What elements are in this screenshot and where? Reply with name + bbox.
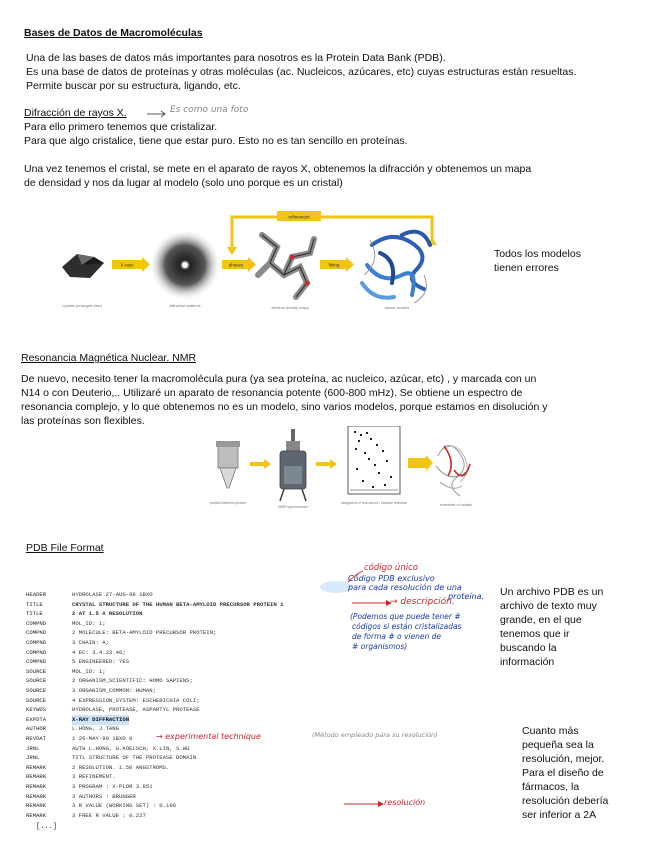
nmr-para-1: De nuevo, necesito tener la macromolécula pura (ya sea proteína, ac nucleico, azúcar, etc) , y marcada con un: [21, 373, 537, 385]
xray-handwritten-note: Es como una foto: [170, 105, 249, 115]
pdb-record-type: JRNL: [26, 754, 40, 762]
pdb-side-note2-4: Para el diseño de: [522, 767, 604, 779]
note-exp-desc: (Método empleado para su resolución): [312, 731, 438, 739]
note-desc-label: → descripción.: [390, 597, 455, 607]
pdb-record-type: EXPDTA: [26, 715, 47, 723]
note-code-desc-1: Código PDB exclusivo: [348, 574, 435, 583]
arrow-3-icon: [408, 455, 433, 471]
pdb-record-value: 2 RESOLUTION. 1.50 ANGSTROMS.: [72, 763, 170, 771]
spectrum-image: [348, 426, 400, 494]
pdb-record-type: SOURCE: [26, 677, 47, 685]
pdb-record-type: COMPND: [26, 629, 47, 637]
pdb-side-note2-6: resolución debería: [522, 795, 609, 807]
nmr-caption-3: assignment of resonances / distance restraints: [341, 501, 407, 505]
caption-models: atomic models: [384, 306, 410, 310]
pdb-record-type: REMARK: [26, 811, 47, 819]
pdb-record-type: REVDAT: [26, 735, 47, 742]
pdb-record-type: AUTHOR: [26, 725, 47, 733]
pdb-record-value: 2 MOLECULE: BETA-AMYLOID PRECURSOR PROTEIN;: [72, 629, 217, 637]
pdb-record-value: 3 REFINEMENT.: [72, 773, 116, 781]
pdb-record-type: REMARK: [26, 773, 47, 781]
pdb-record-row: [26, 811, 146, 822]
pdb-record-value: 2 ORGANISM_SCIENTIFIC: HOMO SAPIENS;: [72, 677, 193, 685]
xray-side-note-1: Todos los modelos: [494, 248, 581, 260]
note-desc-1: (Podemos que puede tener #: [350, 612, 461, 621]
nmr-para-2: N14 o con Deuterio,.. Utilizaré un aparato de resonancia potente (600-800 mHz). Se obtiene un espectro de: [21, 387, 523, 399]
pdb-record-type: REMARK: [26, 783, 47, 790]
arrow-x-rays: [112, 257, 150, 272]
pdb-record-type: TITLE: [26, 600, 43, 608]
ensemble-models-image: [436, 445, 470, 496]
arrow-1-icon: [250, 459, 271, 469]
xray-line-2: Para que algo cristalice, tiene que estar puro. Esto no es tan sencillo en proteínas.: [24, 135, 408, 147]
pdb-record-type: REMARK: [26, 763, 47, 771]
nmr-heading: Resonancia Magnética Nuclear. NMR: [21, 352, 197, 364]
pdb-record-value: 5 ENGINEERED: YES: [72, 658, 130, 666]
arrow-fitting: [320, 257, 354, 272]
intro-line-2: Es una base de datos de proteínas y otras moléculas (ac. Nucleicos, azúcares, etc) cuyas estructuras están resueltas.: [26, 66, 577, 78]
pdb-side-note-3: grande, en el que: [500, 614, 582, 626]
arrow-icon: [146, 110, 168, 118]
refinement-loop: [232, 214, 432, 247]
pdb-record-type: REMARK: [26, 802, 47, 810]
caption-diffraction: diffraction patterns: [169, 304, 201, 308]
nmr-caption-4: ensemble of models: [439, 503, 473, 507]
pdb-record-type: COMPND: [26, 658, 47, 666]
note-code-label: código único: [364, 563, 418, 573]
note-code-desc-2: para cada resolución de una: [348, 583, 462, 592]
xray-line-1: Para ello primero tenemos que cristalizar.: [24, 121, 218, 133]
pdb-record-value: 1 26-MAY-99 1BXO 0: [72, 735, 133, 742]
xray-workflow-diagram: [52, 205, 437, 315]
pdb-side-note2-3: resolución, mejor.: [522, 753, 605, 765]
pdb-record-value: 3 ORGANISM_COMMON: HUMAN;: [72, 687, 156, 694]
pdb-record-value: 3 CHAIN: A;: [72, 639, 109, 646]
electron-density-image: [258, 235, 314, 297]
spectrometer-image: [280, 429, 306, 501]
pdb-side-note-2: archivo de texto muy: [500, 600, 597, 612]
pdb-side-note2-1: Cuanto más: [522, 725, 579, 737]
pdb-side-note2-7: ser inferior a 2A: [522, 809, 597, 821]
pdb-record-value: MOL_ID: 1;: [72, 619, 106, 627]
xray-para-2: de densidad y nos da lugar al modelo (solo uno porque es un cristal): [24, 177, 343, 189]
pdb-side-note2-2: pequeña sea la: [522, 739, 594, 751]
nmr-para-4: las proteínas son flexibles.: [21, 415, 145, 427]
note-desc-3: de forma # o vienen de: [352, 632, 442, 641]
note-code-desc-3: proteína.: [448, 592, 485, 601]
xray-para-1: Una vez tenemos el cristal, se mete en el aparato de rayos X, obtenemos la difracción y obtenemos un mapa: [24, 163, 532, 175]
diffraction-pattern-image: [149, 229, 221, 301]
pdb-record-type: COMPND: [26, 619, 47, 627]
sample-tube-image: [216, 441, 240, 488]
pdb-record-type: COMPND: [26, 648, 47, 656]
pdb-record-value: MOL_ID: 1;: [72, 667, 106, 675]
pdb-ellipsis: [...]: [36, 823, 58, 831]
intro-line-1: Una de las bases de datos más importantes para nosotros es la Protein Data Bank (PDB).: [26, 52, 446, 64]
pdb-record-type: HEADER: [26, 591, 47, 598]
caption-density: electron density maps: [271, 306, 309, 310]
pdb-record-type: SOURCE: [26, 696, 47, 704]
pdb-side-note-5: buscando la: [500, 642, 557, 654]
pdb-side-note-4: tenemos que ir: [500, 628, 570, 640]
arrow-label-phases: phases: [228, 262, 244, 268]
pdb-record-type: SOURCE: [26, 667, 47, 675]
pdb-record-value: 4 EXPRESSION_SYSTEM: ESCHERICHIA COLI;: [72, 696, 200, 704]
nmr-para-3: resonancia complejo, y lo que obtenemos no es un modelo, sino varios modelos, porque estamos en disolución y: [21, 401, 548, 413]
nmr-caption-2: NMR spectrometer: [277, 505, 309, 509]
note-exp-label: → experimental technique: [156, 732, 261, 741]
pdb-record-value: 3 AUTHORS : BRUNGER: [72, 792, 136, 800]
pdb-record-value: 3 PROGRAM : X-PLOR 3.851: [72, 783, 153, 790]
arrow-label-x-rays: X-rays: [120, 262, 134, 268]
pdb-record-value: HYDROLASE 27-AUG-98 1BXO: [72, 591, 153, 598]
pdb-record-type: TITLE: [26, 610, 43, 618]
pdb-record-type: REMARK: [26, 792, 47, 800]
pdb-record-value: CRYSTAL STRUCTURE OF THE HUMAN BETA-AMYLOID PRECURSOR PROTEIN 1: [72, 600, 284, 608]
refinement-label: refinement: [288, 214, 310, 220]
nmr-workflow-diagram: [198, 426, 478, 514]
pdb-side-note-1: Un archivo PDB es un: [500, 586, 604, 598]
pdb-record-value: 3 R VALUE (WORKING SET) : 0.196: [72, 802, 177, 810]
pdb-record-type: JRNL: [26, 744, 40, 752]
pdb-record-value: X-RAY DIFFRACTION: [72, 715, 129, 726]
pdb-record-type: SOURCE: [26, 687, 47, 694]
pdb-record-value: AUTH L.HONG, G.KOELSCH, X.LIN, S.WU: [72, 744, 190, 752]
crystal-image: [62, 254, 104, 278]
pdb-record-value: HYDROLASE, PROTEASE, ASPARTYL PROTEASE: [72, 706, 200, 714]
caption-crystals: crystals (enlarged view): [62, 304, 102, 308]
pdb-record-type: COMPND: [26, 639, 47, 646]
arrow-label-fitting: fitting: [328, 262, 340, 268]
note-desc-2: códigos si están cristalizadas: [352, 622, 462, 631]
pdb-heading: PDB File Format: [26, 542, 104, 554]
note-res-label: resolución: [384, 798, 426, 807]
page-title: Bases de Datos de Macromoléculas: [24, 27, 203, 39]
pdb-record-value: TITL STRUCTURE OF THE PROTEASE DOMAIN: [72, 754, 197, 762]
arrow-phases: [222, 257, 256, 272]
intro-line-3: Permite buscar por su estructura, ligando, etc.: [26, 80, 241, 92]
xray-side-note-2: tienen errores: [494, 262, 559, 274]
res-arrow-icon: [342, 799, 386, 809]
pdb-record-value: 3 FREE R VALUE : 0.227: [72, 811, 146, 819]
pdb-record-value: L.HONG, J.TANG: [72, 725, 119, 733]
pdb-side-note2-5: fármacos, la: [522, 781, 580, 793]
note-desc-4: # organismos): [352, 642, 408, 651]
desc-arrow-icon: [350, 598, 394, 608]
pdb-record-value: 4 EC: 3.4.23.46;: [72, 648, 126, 656]
pdb-record-value: 2 AT 1.5 A RESOLUTION: [72, 610, 143, 618]
arrow-2-icon: [316, 459, 337, 469]
pdb-record-type: KEYWDS: [26, 706, 47, 714]
xray-heading: Difracción de rayos X.: [24, 107, 127, 119]
nmr-caption-1: purified labeled protein: [209, 501, 247, 505]
pdb-side-note-6: información: [500, 656, 555, 668]
